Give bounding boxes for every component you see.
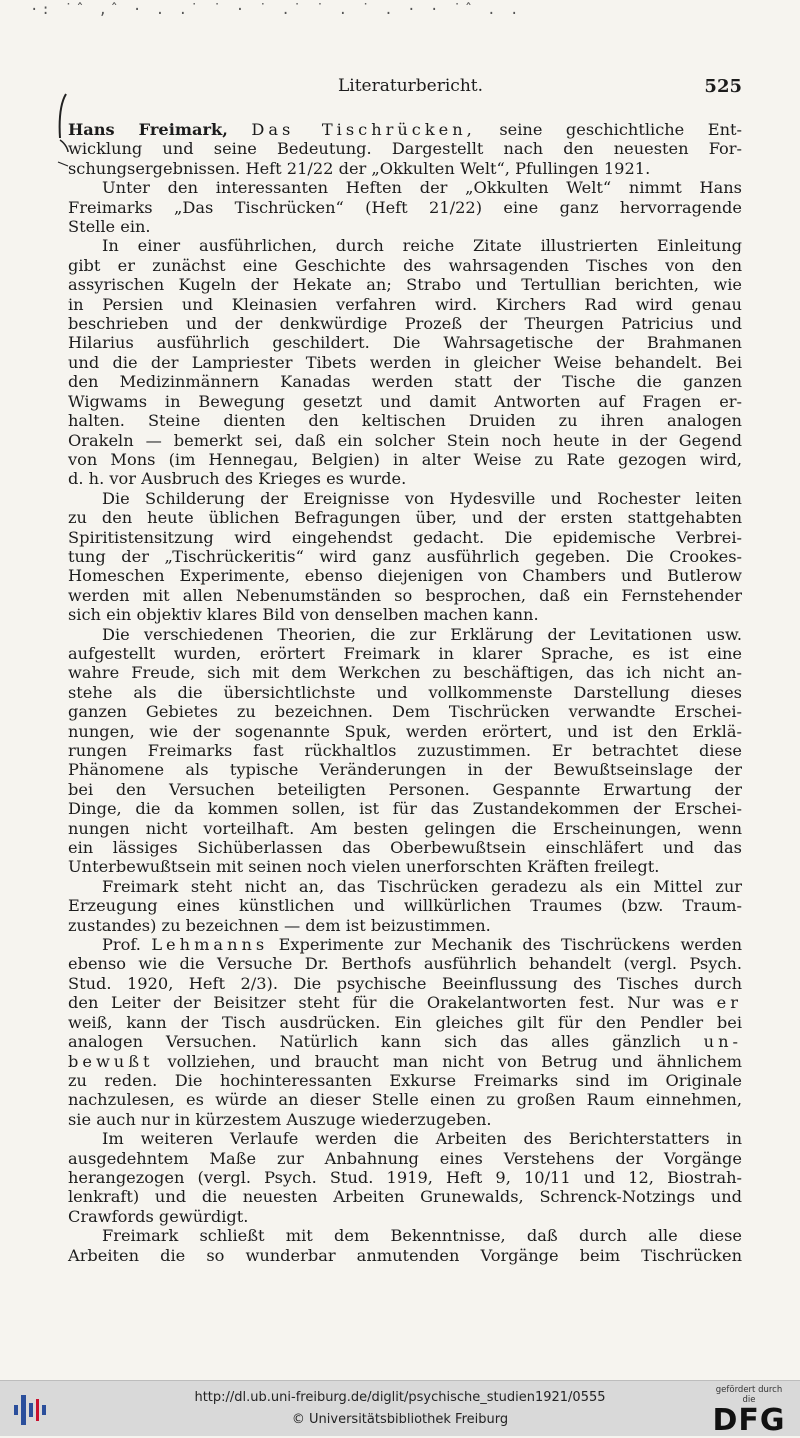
spaced-emphasis: bewußt [68,1051,154,1071]
text-line: ein lässiges Sichüberlassen das Oberbewußtsein einschläfert und das [68,838,742,858]
text-line: zu den heute üblichen Befragungen über, und der ersten stattgehabten [68,508,742,528]
text-line: Erzeugung eines künstlichen und willkürlichen Traumes (bzw. Traum- [68,896,742,916]
text-line: rungen Freimarks fast rückhaltlos zuzustimmen. Er betrachtet diese [68,741,742,760]
spaced-emphasis: er [716,993,742,1013]
text-line [68,1110,742,1129]
text-line: von Mons (im Hennegau, Belgien) in alter Weise zu Rate gezogen wird, [68,449,742,469]
text-line [68,1090,742,1109]
text-line: Hilarius ausführlich geschildert. Die Wahrsagetische der Brahmanen [68,333,742,353]
text-segment: Stud. 1920, Heft 2/3). Die psychische Beeinflussung des Tisches durch [68,973,742,993]
text-line: herangezogen (vergl. Psych. Stud. 1919, Heft 9, 10/11 und 12, Biostrah- [68,1167,742,1187]
text-line: Homeschen Experimente, ebenso diejenigen von Chambers und Butlerow [68,566,742,586]
footer-url-link[interactable]: http://dl.ub.uni-freiburg.de/diglit/psychische_studien1921/0555 [194,1390,606,1405]
text-line: Freimarks „Das Tischrücken“ (Heft 21/22) eine ganz hervorragende [68,197,742,217]
text-line: Wigwams in Bewegung gesetzt und damit Antworten auf Fragen er- [68,391,742,411]
text-line: den Medizinmännern Kanadas werden statt der Tische die ganzen [68,372,742,392]
text-line [68,1052,742,1071]
text-line: Im weiteren Verlaufe werden die Arbeiten des Berichterstatters in [102,1129,742,1149]
text-line: d. h. vor Ausbruch des Krieges es wurde. [68,469,407,489]
text-line: Unterbewußtsein mit seinen noch vielen unerforschten Kräften freilegt. [68,857,660,877]
text-line [68,1071,742,1090]
dfg-logo-icon[interactable] [708,1385,790,1438]
spaced-emphasis: Lehmanns [151,935,269,955]
text-line: gibt er zunächst eine Geschichte des wahrsagenden Tisches von den [68,255,742,275]
text-segment: zu reden. Die hochinteressanten Exkurse Freimarks sind im Originale [68,1070,742,1090]
paragraph [68,489,742,625]
text-line [68,139,742,158]
text-line: lenkraft) und die neuesten Arbeiten Grunewalds, Schrenck-Notzings und [68,1187,742,1207]
text-segment: vollziehen, und braucht man nicht von Betrug und ähnlichem [153,1051,742,1071]
article-body [68,120,742,1265]
text-line [68,935,742,954]
text-line: ganzen Gebietes zu bezeichnen. Dem Tischrücken verwandte Erschei- [68,702,742,722]
dfg-logo-text: DFG [712,1403,786,1438]
text-segment: analogen Versuchen. Natürlich kann sich das alles gänzlich [68,1032,704,1052]
paragraph [68,120,742,178]
text-segment: den Leiter der Beisitzer steht für die Orakelantworten fest. Nur was [68,993,717,1013]
text-line: in Persien und Kleinasien verfahren wird. Kirchers Rad wird genau [68,294,742,314]
text-line: wahre Freude, sich mit dem Werkchen zu beschäftigen, das ich nicht an- [68,663,742,683]
spaced-emphasis: Das Tischrücken, [251,120,476,139]
text-line: In einer ausführlichen, durch reiche Zitate illustrierten Einleitung [102,236,742,256]
page-header [68,76,742,100]
text-line [68,954,742,973]
text-line: zustandes) zu bezeichnen — dem ist beizustimmen. [68,915,491,935]
text-segment: ebenso wie die Versuche Dr. Berthofs ausführlich behandelt (vergl. Psych. [68,954,742,974]
text-line: bei den Versuchen beteiligten Personen. Gespannte Erwartung der [68,779,742,799]
text-line: Freimark schließt mit dem Bekenntnisse, daß durch alle diese [102,1226,742,1246]
text-segment: schungsergebnissen. Heft 21/22 der „Okkulten Welt“, Pfullingen 1921. [68,158,651,178]
funding-label: gefördert durch die [715,1385,783,1405]
footer-copyright: © Universitätsbibliothek Freiburg [291,1412,509,1427]
text-segment: wicklung und seine Bedeutung. Dargestellt nach den neuesten For- [68,139,742,159]
text-line: Orakeln — bemerkt sei, daß ein solcher Stein noch heute in der Gegend [68,430,742,450]
text-line: Unter den interessanten Heften der „Okkulten Welt“ nimmt Hans [102,178,742,198]
paragraph [68,178,742,236]
text-line [68,159,742,178]
text-line: Die Schilderung der Ereignisse von Hydesville und Rochester leiten [102,488,742,508]
paragraph [68,877,742,935]
text-line: nungen, wie der sogenannte Spuk, werden erörtert, und ist den Erklä- [68,721,742,741]
paragraph [68,236,742,488]
text-line: Freimark steht nicht an, das Tischrücken geradezu als ein Mittel zur [102,876,742,896]
text-segment: seine geschichtliche Ent- [475,120,742,139]
text-line: werden mit allen Nebenumständen so besprochen, daß ein Fernstehender [68,585,742,605]
text-line [68,120,742,139]
text-line [68,993,742,1012]
text-line: und die der Lampriester Tibets werden in gleicher Weise behandelt. Bei [68,352,742,372]
page-number: 525 [704,76,742,97]
text-line: assyrischen Kugeln der Hekate an; Strabo und Tertullian berichten, wie [68,275,742,295]
text-line: halten. Steine dienten den keltischen Druiden zu ihren analogen [68,411,742,431]
footer-bar [0,1380,800,1436]
text-line [68,974,742,993]
spaced-emphasis: un- [703,1032,742,1052]
text-line: aufgestellt wurden, erörtert Freimark in klarer Sprache, es ist eine [68,643,742,663]
paragraph [68,625,742,877]
text-line: Die verschiedenen Theorien, die zur Erklärung der Levitationen usw. [102,624,742,644]
text-segment: Prof. [102,935,152,955]
text-line: Arbeiten die so wunderbar anmutenden Vorgänge beim Tischrücken [68,1245,742,1265]
text-line: Dinge, die da kommen sollen, ist für das Zustandekommen der Erschei- [68,799,742,819]
text-line: Phänomene als typische Veränderungen in der Bewußtseinslage der [68,760,742,780]
text-line: tung der „Tischrückeritis“ wird ganz ausführlich gegeben. Die Crookes- [68,546,742,566]
text-line: ausgedehntem Maße zur Anbahnung eines Verstehens der Vorgänge [68,1148,742,1168]
text-line [68,1032,742,1051]
running-head: Literaturbericht. [338,76,483,96]
author-name: Hans Freimark, [68,120,228,139]
text-line: stehe als die übersichtlichste und vollkommenste Darstellung dieses [68,682,742,702]
text-line: nungen nicht vorteilhaft. Am besten gelingen die Erscheinungen, wenn [68,818,742,838]
text-segment: sie auch nur in kürzestem Auszuge wiederzugeben. [68,1109,492,1129]
scan-artifacts: ·: ˙ˆ ,ˆ · . .˙ ˙ · ˙ .˙ ˙ . ˙ . · · ˙ˆ . . [30,2,522,18]
text-segment: Experimente zur Mechanik des Tischrückens werden [268,935,742,955]
text-line: beschrieben und der denkwürdige Prozeß der Theurgen Patricius und [68,314,742,334]
text-line [68,1013,742,1032]
text-segment: nachzulesen, es würde an dieser Stelle einen zu großen Raum einnehmen, [68,1090,742,1110]
paragraph [68,1226,742,1265]
text-line: Spiritistensitzung wird eingehendst gedacht. Die epidemische Verbrei- [68,527,742,547]
text-segment: weiß, kann der Tisch ausdrücken. Ein gleiches gilt für den Pendler bei [68,1012,742,1032]
text-segment [228,120,252,139]
paragraph [68,935,742,1129]
text-line: Stelle ein. [68,217,151,237]
paragraph [68,1129,742,1226]
text-line: sich ein objektiv klares Bild von denselben machen kann. [68,605,539,625]
text-line: Crawfords gewürdigt. [68,1206,249,1226]
